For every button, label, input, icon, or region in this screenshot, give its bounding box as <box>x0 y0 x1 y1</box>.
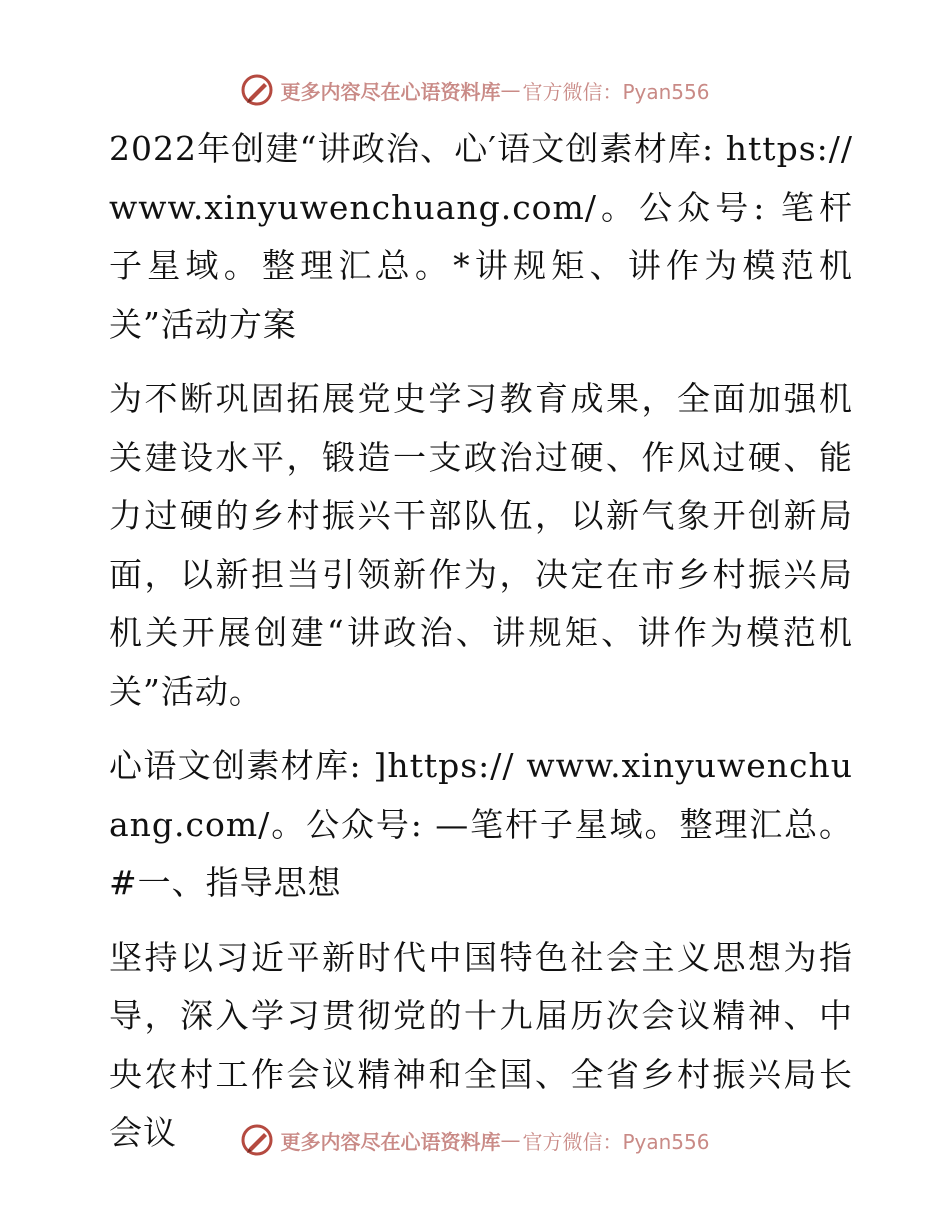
watermark-separator: — <box>500 1128 521 1152</box>
section-heading-paragraph: 心语文创素材库: ]https:// www.xinyuwenchuang.com/。公众号: —笔杆子星域。整理汇总。#一、指导思想 <box>109 746 853 902</box>
header-watermark <box>0 70 950 110</box>
document-body <box>97 120 853 1179</box>
guiding-ideology-paragraph: 坚持以习近平新时代中国特色社会主义思想为指导，深入学习贯彻党的十九届历次会议精神、中央农村工作会议精神和全国、全省乡村振兴局长会议 <box>109 937 853 1152</box>
footer-watermark <box>0 1120 950 1160</box>
watermark-wechat: 官方微信：Pyan556 <box>522 1129 710 1154</box>
pen-logo-icon <box>240 73 274 107</box>
watermark-text: 更多内容尽在心语资料库 <box>280 79 501 104</box>
document-title-paragraph: 2022年创建“讲政治、心′语文创素材库: https://www.xinyuwenchuang.com/。公众号: 笔杆子星域。整理汇总。*讲规矩、讲作为模范机关”活动方案 <box>109 129 853 344</box>
pen-logo-icon <box>240 1123 274 1157</box>
watermark-separator: — <box>500 78 521 102</box>
intro-paragraph: 为不断巩固拓展党史学习教育成果，全面加强机关建设水平，锻造一支政治过硬、作风过硬、能力过硬的乡村振兴干部队伍，以新气象开创新局面，以新担当引领新作为，决定在市乡村振兴局机关开展创建“讲政治、讲规矩、讲作为模范机关”活动。 <box>109 379 853 711</box>
watermark-wechat: 官方微信：Pyan556 <box>522 79 710 104</box>
watermark-text: 更多内容尽在心语资料库 <box>280 1129 501 1154</box>
